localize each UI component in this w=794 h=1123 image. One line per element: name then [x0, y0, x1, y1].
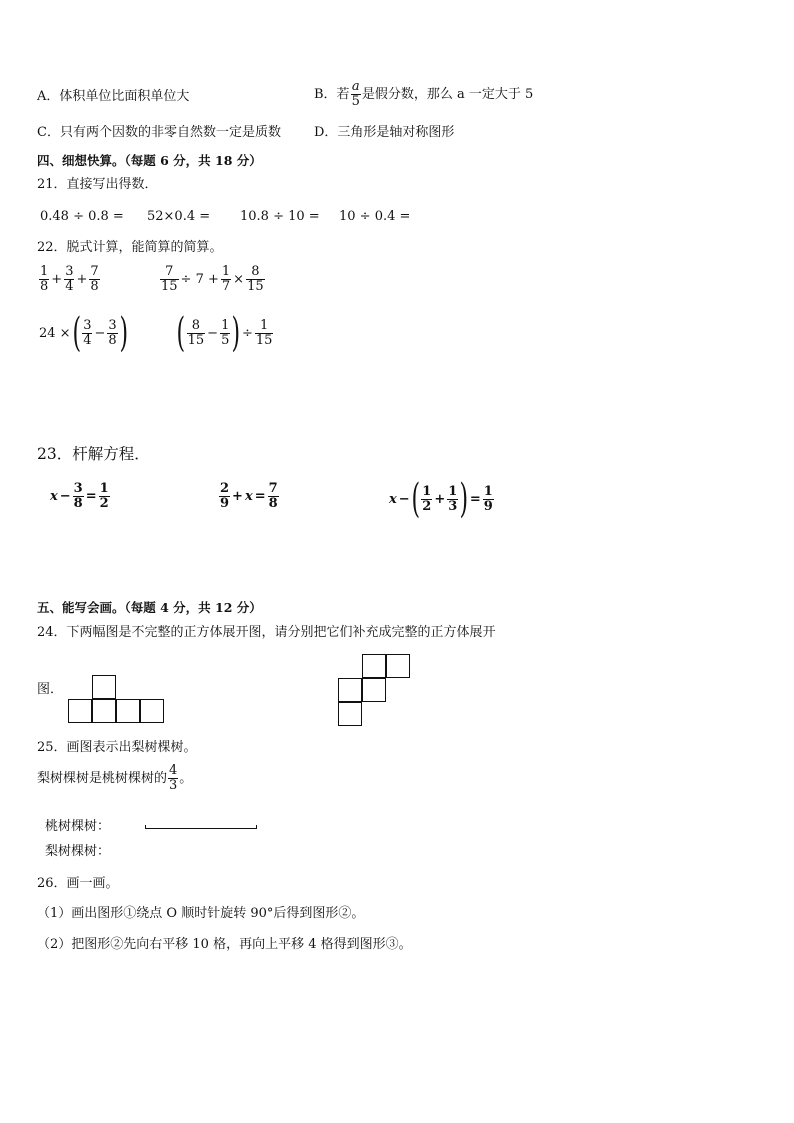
equals: =: [469, 491, 481, 507]
left-paren: (: [411, 476, 420, 522]
denominator: 2: [422, 498, 432, 514]
net-square: [140, 699, 164, 723]
left-paren: (: [176, 310, 186, 356]
section-5-title: 五、能写会画。（每题 4 分，共 12 分）: [37, 600, 262, 615]
fraction: [168, 764, 178, 793]
fraction: [421, 485, 432, 514]
denominator: 8: [40, 279, 49, 294]
operator: +: [51, 272, 63, 287]
denominator: 15: [247, 279, 264, 294]
fraction: [107, 319, 117, 348]
denominator: 9: [220, 496, 230, 511]
numerator: 1: [221, 264, 231, 279]
fraction: [187, 319, 206, 348]
net-square: [92, 675, 116, 699]
numerator: 1: [221, 317, 230, 333]
denominator: 8: [73, 496, 83, 511]
denominator: 4: [65, 279, 74, 294]
fraction: [160, 265, 179, 294]
denominator: 8: [108, 332, 117, 348]
fraction: [73, 482, 84, 511]
operator: −: [207, 325, 219, 341]
numerator: 1: [422, 483, 432, 499]
numerator: 1: [99, 481, 109, 496]
denominator: 2: [99, 496, 109, 511]
q26-part-1: （1）画出图形①绕点 O 顺时针旋转 90°后得到图形②。: [37, 906, 365, 921]
choice-a: A．体积单位比面积单位大: [37, 89, 190, 104]
numerator: 3: [108, 317, 117, 333]
q22-expression-2: [159, 265, 266, 294]
net-square: [386, 654, 410, 678]
q21-item-2: 52×0.4 =: [147, 209, 211, 224]
denominator: 3: [448, 498, 458, 514]
fraction: [268, 482, 279, 511]
q25-description: [37, 764, 192, 793]
q25-label: 25．画图表示出梨树棵树。: [37, 740, 197, 755]
fraction: [255, 319, 274, 348]
q21-label: 21．直接写出得数．: [37, 177, 158, 192]
net-square: [116, 699, 140, 723]
numerator: 7: [268, 481, 278, 496]
net-square: [92, 699, 116, 723]
q25-desc-suffix: 。: [179, 770, 193, 786]
equals: =: [85, 489, 97, 504]
net-square: [362, 654, 386, 678]
q24-text-line-2: 图．: [37, 682, 64, 697]
q23-equation-2: [218, 482, 280, 511]
q24-text-line-1: 24．下两幅图是不完整的正方体展开图，请分别把它们补充成完整的正方体展开: [37, 625, 496, 640]
q21-item-3: 10.8 ÷ 10 =: [240, 209, 320, 224]
q23-equation-3: [388, 476, 495, 522]
denominator: 15: [255, 332, 273, 348]
q26-label: 26．画一画。: [37, 876, 119, 891]
operator: 24 ×: [39, 325, 71, 341]
fraction: [219, 482, 230, 511]
numerator: 2: [220, 481, 230, 496]
fraction: [82, 319, 92, 348]
left-paren: (: [72, 310, 81, 356]
pear-tree-label: 梨树棵树：: [45, 844, 111, 859]
choice-b: [314, 80, 533, 109]
denominator: 15: [161, 279, 178, 294]
q22-expression-3: [38, 310, 128, 356]
denominator: 4: [83, 332, 92, 348]
fraction: [221, 265, 231, 294]
q22-expression-1: [38, 265, 101, 294]
numerator: 1: [259, 317, 269, 333]
choice-b-suffix: 是假分数，那么 a 一定大于 5: [361, 86, 534, 102]
q21-item-1: 0.48 ÷ 0.8 =: [40, 209, 124, 224]
variable-x: x: [244, 489, 253, 504]
choice-b-fraction: [351, 80, 361, 109]
right-paren: ): [459, 476, 469, 522]
operator: −: [94, 325, 106, 341]
operator: ×: [233, 272, 245, 287]
numerator: 1: [40, 264, 49, 279]
right-paren: ): [231, 310, 241, 356]
operator: +: [232, 489, 243, 504]
fraction: [64, 265, 74, 294]
operator: +: [76, 272, 88, 287]
choice-c: C．只有两个因数的非零自然数一定是质数: [37, 125, 281, 140]
peach-tree-segment: [145, 825, 257, 829]
q22-expression-4: [176, 310, 274, 356]
numerator: 8: [251, 264, 260, 279]
numerator: 3: [73, 481, 83, 496]
net-square: [362, 678, 386, 702]
denominator: 15: [187, 332, 205, 348]
operator: +: [434, 491, 446, 507]
q22-label: 22．脱式计算，能简算的简算。: [37, 240, 223, 255]
fraction: [89, 265, 99, 294]
choice-d: D．三角形是轴对称图形: [314, 125, 455, 140]
operator: ÷: [241, 325, 253, 341]
net-square: [338, 702, 362, 726]
numerator: 3: [83, 317, 92, 333]
denominator: 3: [169, 778, 178, 793]
variable-x: x: [50, 489, 58, 504]
fraction: [220, 319, 230, 348]
q25-desc-prefix: 梨树棵树是桃树棵树的: [37, 770, 168, 786]
fraction: [483, 485, 494, 514]
numerator: 7: [165, 264, 174, 279]
variable-x: x: [389, 491, 397, 507]
q23-equation-1: [49, 482, 111, 511]
net-square: [68, 699, 92, 723]
denominator: 8: [268, 496, 278, 511]
fraction-numerator: a: [351, 79, 360, 94]
net-square: [338, 678, 362, 702]
fraction: [99, 482, 110, 511]
fraction: [447, 485, 458, 514]
numerator: 7: [90, 264, 99, 279]
numerator: 8: [191, 317, 201, 333]
q23-label: 23．杆解方程．: [37, 445, 150, 463]
numerator: 1: [483, 483, 493, 499]
fraction: [246, 265, 265, 294]
equals: =: [254, 489, 266, 504]
operator: −: [59, 489, 71, 504]
peach-tree-label: 桃树棵树：: [45, 819, 111, 834]
fraction-denominator: 5: [351, 94, 360, 109]
denominator: 9: [483, 498, 493, 514]
right-paren: ): [119, 310, 128, 356]
section-4-title: 四、细想快算。（每题 6 分，共 18 分）: [37, 153, 262, 168]
operator: −: [398, 491, 410, 507]
fraction: [39, 265, 49, 294]
q26-part-2: （2）把图形②先向右平移 10 格，再向上平移 4 格得到图形③。: [37, 937, 412, 952]
q21-item-4: 10 ÷ 0.4 =: [339, 209, 411, 224]
denominator: 7: [221, 279, 231, 294]
choice-b-prefix: B．若: [314, 86, 350, 102]
denominator: 5: [221, 332, 230, 348]
numerator: 3: [65, 264, 74, 279]
numerator: 1: [448, 483, 458, 499]
denominator: 8: [90, 279, 99, 294]
operator: ÷ 7 +: [180, 272, 219, 287]
numerator: 4: [169, 763, 178, 778]
